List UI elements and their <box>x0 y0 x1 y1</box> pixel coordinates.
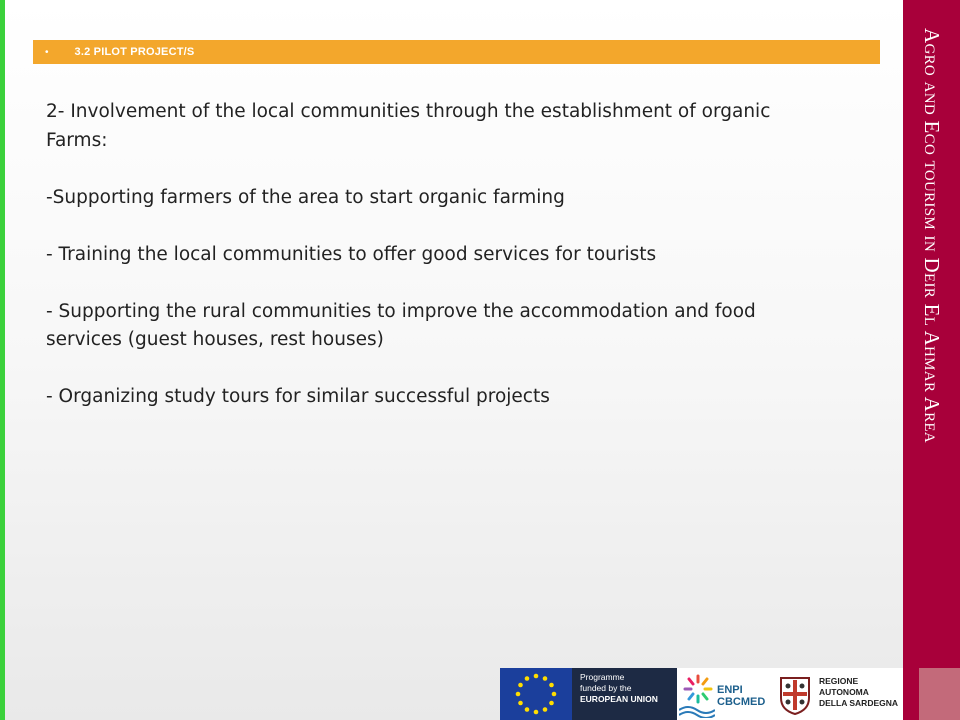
enpi-cbcmed-logo <box>677 668 769 720</box>
logo-strip <box>500 668 903 720</box>
eu-line-1: Programme <box>580 672 625 682</box>
sardegna-line-1: REGIONE <box>819 676 859 686</box>
side-title: Agro and Eco tourism in Deir El Ahmar Area <box>920 28 944 444</box>
sardegna-line-2: AUTONOMA <box>819 687 869 697</box>
paragraph-point: -Supporting farmers of the area to start organic farming <box>46 186 565 208</box>
paragraph-point: - Training the local communities to offer good services for tourists <box>46 243 657 265</box>
eu-stars-icon <box>512 672 560 716</box>
paragraph-point: - Organizing study tours for similar successful projects <box>46 386 550 407</box>
side-title-container <box>903 0 960 720</box>
sardegna-logo <box>769 668 903 720</box>
eu-flag-logo <box>500 668 572 720</box>
sardegna-text <box>819 676 898 709</box>
sardegna-line-3: DELLA SARDEGNA <box>819 698 899 708</box>
paragraph-intro: 2- Involvement of the local communities through the establishment of organic Farms: <box>46 101 771 151</box>
enpi-wave-icon <box>679 704 715 718</box>
eu-programme-text <box>572 668 677 720</box>
enpi-sun-icon <box>683 674 713 704</box>
section-header-bar <box>33 40 880 64</box>
sardegna-crest-icon <box>777 674 813 716</box>
section-label: 3.2 PILOT PROJECT/S <box>74 46 195 58</box>
paragraph-point: - Supporting the rural communities to improve the accommodation and food services (guest houses, rest houses) <box>46 300 756 350</box>
enpi-line-1: ENPI <box>717 684 743 696</box>
bullet-icon: • <box>45 46 49 58</box>
left-accent-edge <box>0 0 5 720</box>
eu-line-3: EUROPEAN UNION <box>580 694 658 704</box>
eu-line-2: funded by the <box>580 683 632 693</box>
slide-body <box>46 98 826 412</box>
enpi-name <box>717 684 765 708</box>
enpi-line-2: CBCMED <box>717 696 766 708</box>
